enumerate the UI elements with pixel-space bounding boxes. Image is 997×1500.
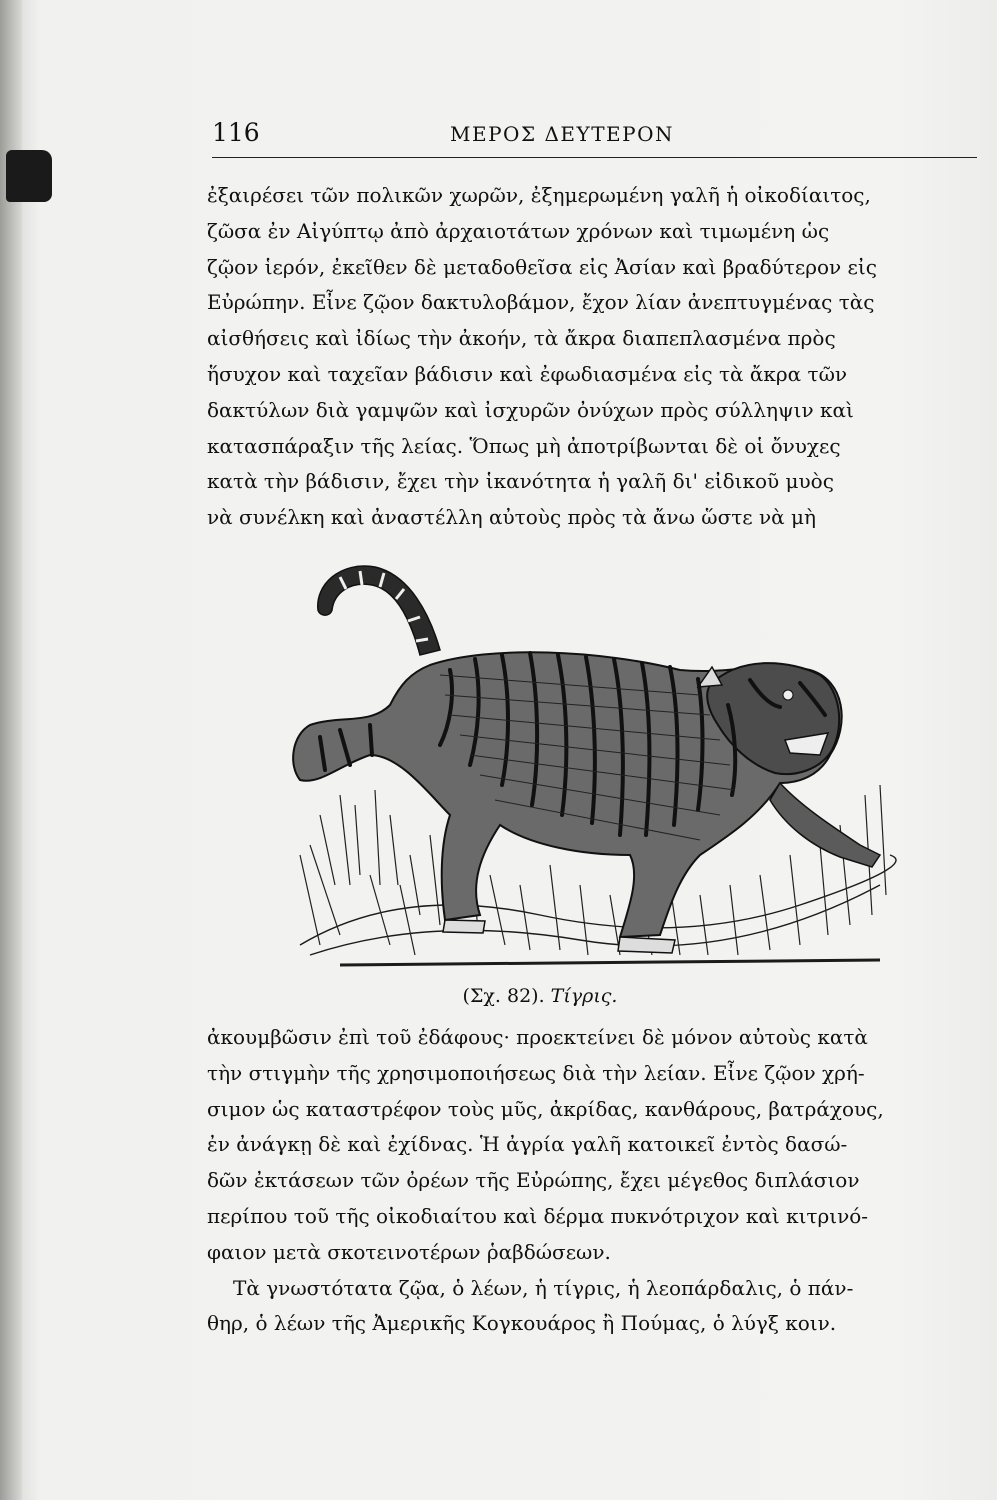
text-line: ἀκουμβῶσιν ἐπὶ τοῦ ἐδάφους· προεκτείνει δὲ μόνον αὐτοὺς κατὰ (207, 1025, 868, 1049)
text-line: κατασπάραξιν τῆς λείας. Ὅπως μὴ ἀποτρίβωνται δὲ οἱ ὄνυχες (207, 433, 841, 458)
figure-number: (Σχ. 82). (462, 985, 545, 1007)
text-line: θηρ, ὁ λέων τῆς Ἀμερικῆς Κογκουάρος ἢ Πούμας, ὁ λύγξ κοιν. (207, 1311, 837, 1336)
text-line: ἥσυχον καὶ ταχεῖαν βάδισιν καὶ ἐφωδιασμένα εἰς τὰ ἄκρα τῶν (207, 361, 848, 386)
tiger-engraving (280, 555, 900, 975)
binding-mark (6, 150, 52, 202)
header-rule (212, 157, 977, 158)
text-line: αἰσθήσεις καὶ ἰδίως τὴν ἀκοήν, τὰ ἄκρα διαπεπλασμένα πρὸς (207, 326, 836, 351)
text-line: κατὰ τὴν βάδισιν, ἔχει τὴν ἱκανότητα ἡ γαλῆ δι' εἰδικοῦ μυὸς (207, 469, 834, 494)
paragraph-1 (207, 178, 979, 536)
text-line: ἐν ἀνάγκῃ δὲ καὶ ἐχίδνας. Ἡ ἀγρία γαλῆ κατοικεῖ ἐντὸς δασώ- (207, 1132, 848, 1157)
book-spine-edge (0, 0, 22, 1500)
figure-caption (300, 985, 780, 1007)
text-line: φαιον μετὰ σκοτεινοτέρων ῥαβδώσεων. (207, 1239, 611, 1264)
text-line: ζῶσα ἐν Αἰγύπτῳ ἀπὸ ἀρχαιοτάτων χρόνων καὶ τιμωμένη ὡς (207, 218, 830, 243)
text-line: νὰ συνέλκη καὶ ἀναστέλλη αὐτοὺς πρὸς τὰ ἄνω ὥστε νὰ μὴ (207, 505, 817, 530)
text-line: τὴν στιγμὴν τῆς χρησιμοποιήσεως διὰ τὴν λείαν. Εἶνε ζῷον χρή- (207, 1060, 865, 1085)
page-header (212, 118, 977, 152)
running-title: ΜΕΡΟΣ ΔΕΥΤΕΡΟΝ (450, 122, 674, 146)
text-line: Τὰ γνωστότατα ζῷα, ὁ λέων, ἡ τίγρις, ἡ λεοπάρδαλις, ὁ πάν- (233, 1275, 854, 1300)
text-line: Εὐρώπην. Εἶνε ζῷον δακτυλοβάμον, ἔχον λίαν ἀνεπτυγμένας τὰς (207, 290, 875, 315)
text-line: σιμον ὡς καταστρέφον τοὺς μῦς, ἀκρίδας, κανθάρους, βατράχους, (207, 1096, 884, 1121)
text-line: δακτύλων διὰ γαμψῶν καὶ ἰσχυρῶν ὀνύχων πρὸς σύλληψιν καὶ (207, 397, 854, 422)
tiger-illustration (280, 555, 900, 975)
figure-name: Τίγρις. (550, 985, 618, 1007)
text-line: περίπου τοῦ τῆς οἰκοδιαίτου καὶ δέρμα πυκνότριχον καὶ κιτρινό- (207, 1203, 869, 1228)
text-line: ζῷον ἱερόν, ἐκεῖθεν δὲ μεταδοθεῖσα εἰς Ἀσίαν καὶ βραδύτερον εἰς (207, 254, 877, 279)
page-number: 116 (212, 118, 260, 147)
text-line: δῶν ἐκτάσεων τῶν ὀρέων τῆς Εὐρώπης, ἔχει μέγεθος διπλάσιον (207, 1168, 860, 1193)
text-line: ἐξαιρέσει τῶν πολικῶν χωρῶν, ἐξημερωμένη γαλῆ ἡ οἰκοδίαιτος, (207, 183, 871, 207)
paragraph-2 (207, 1020, 979, 1342)
